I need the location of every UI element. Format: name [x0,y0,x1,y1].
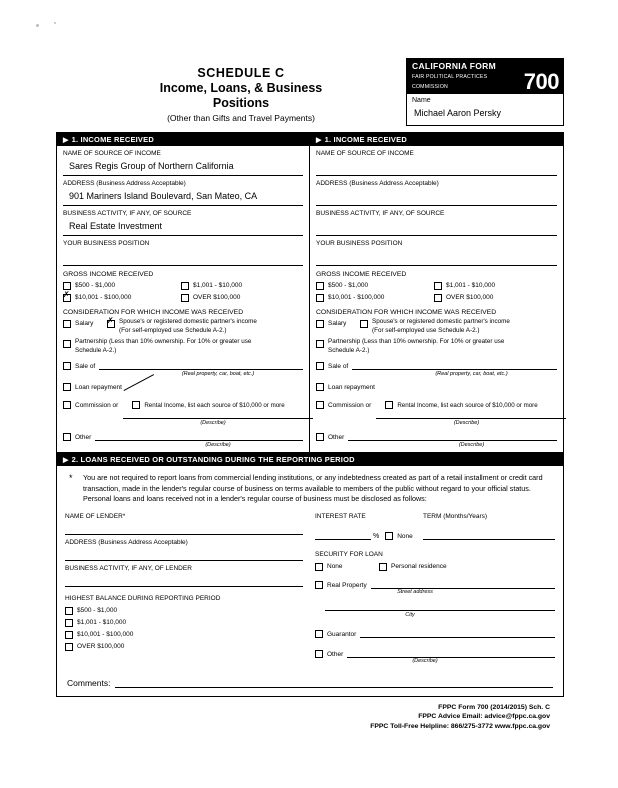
scan-speck [54,22,56,24]
security-options-row [315,561,555,572]
balance-option-500-1000[interactable] [65,605,117,616]
comments-label: Comments: [67,677,111,688]
loan-columns [57,509,563,668]
partnership-line2: Schedule A-2.) [328,346,370,354]
balance-option-1001-10000[interactable] [65,617,126,628]
business-activity-value-left: Real Estate Investment [69,221,163,231]
income-columns [57,133,563,452]
fppc-agency-label: FAIR POLITICAL PRACTICES COMMISSION [412,74,488,90]
consideration-commission-rental-right[interactable] [316,399,557,409]
section-2-bar [57,453,563,466]
consideration-spouse-line2: (For self-employed use Schedule A-2.) [119,326,227,334]
interest-rate-entry [315,530,423,540]
consideration-salary-label: Salary [328,320,347,327]
interest-rate-block [315,513,423,540]
form-title-block [56,58,406,125]
consideration-spouse-right[interactable] [360,318,510,335]
consideration-partnership-right[interactable] [316,338,557,355]
california-form-labels [412,61,524,92]
gross-row-1-right [316,280,557,291]
checkbox-icon[interactable] [360,320,368,328]
security-other-input[interactable] [347,648,555,658]
schedule-title: SCHEDULE C [197,66,285,80]
gross-option-10001-100000-left[interactable] [63,292,181,303]
address-label-right: ADDRESS (Business Address Acceptable) [316,180,439,187]
schedule-subtitle-1: Income, Loans, & Business [159,81,323,95]
checkbox-icon[interactable] [63,294,71,302]
loan-disclosure-note [57,466,563,509]
section-2-label: 2. LOANS RECEIVED OR OUTSTANDING DURING THE REPORTING PERIOD [71,455,355,464]
checkbox-icon[interactable] [63,320,71,328]
guarantor-label: Guarantor [327,630,357,638]
gross-option-500-1000-left[interactable] [63,280,181,291]
checkbox-icon[interactable] [434,294,442,302]
form-body [56,58,564,731]
gross-option-label: $1,001 - $10,000 [193,282,243,289]
term-label: TERM (Months/Years) [423,512,488,520]
term-input[interactable] [423,530,555,540]
lender-activity-label: BUSINESS ACTIVITY, IF ANY, OF LENDER [65,564,192,572]
gross-option-label: OVER $100,000 [193,294,241,301]
gross-option-label: $500 - $1,000 [75,282,116,289]
gross-option-1001-10000-left[interactable] [181,280,242,291]
consideration-partnership-label [328,338,504,355]
consideration-spouse-line1: Spouse's or registered domestic partner's income [372,318,510,325]
city-caption: City [405,611,415,618]
interest-none-label: None [397,532,413,540]
gross-income-label-left: GROSS INCOME RECEIVED [63,271,154,278]
gross-option-label: $10,001 - $100,000 [328,294,385,301]
consideration-spouse-line2: (For self-employed use Schedule A-2.) [372,326,480,334]
income-entry-left [57,133,310,452]
checkbox-icon[interactable] [63,433,71,441]
real-property-city-input[interactable] [325,601,555,611]
checkbox-icon[interactable] [379,563,387,571]
california-form-box [406,58,564,126]
scan-speck [36,24,39,27]
security-other-option[interactable] [315,648,555,658]
consideration-other-left[interactable] [63,430,303,441]
commission-label: Commission or [328,402,372,409]
consideration-row-1-left [63,318,303,335]
arrow-icon: ▶ [316,137,322,144]
comments-row[interactable] [57,668,563,688]
gross-option-label: $10,001 - $100,000 [75,294,132,301]
interest-term-row [315,509,555,540]
schedule-note: (Other than Gifts and Travel Payments) [167,113,315,123]
rental-income-label: Rental Income, list each source of $10,000 or more [144,402,285,409]
guarantor-input[interactable] [360,628,555,638]
checkbox-icon[interactable] [316,383,324,391]
balance-option-over-100000[interactable] [65,641,124,652]
lender-activity-field[interactable] [65,561,303,587]
lender-address-label: ADDRESS (Business Address Acceptable) [65,538,188,546]
address-field-right[interactable] [316,176,557,206]
loan-right-column [315,509,555,664]
consideration-salary-right[interactable] [316,318,360,335]
other-input[interactable] [95,430,303,441]
business-position-value-left [63,248,303,264]
source-of-income-value-left: Sares Regis Group of Northern California [69,161,234,171]
consideration-other-right[interactable] [316,430,557,441]
california-form-label: CALIFORNIA FORM [412,61,496,71]
business-activity-field-left[interactable] [63,206,303,236]
loan-note-text: You are not required to report loans from commercial lending institutions, or any indebtedness created as part of a retail installment or credit card transaction, made in the lender's regular course of business on terms available to members of the public without regard to your official status. Personal loans and loans received not in a lender's regular course of business must be disclosed as follows: [83,473,543,503]
describe-caption-left-1 [63,417,303,426]
balance-option-row-3 [65,629,303,640]
highest-balance-label: HIGHEST BALANCE DURING REPORTING PERIOD [65,594,221,602]
other-input[interactable] [348,430,557,441]
gross-option-label: $500 - $1,000 [328,282,369,289]
gross-option-over-100000-right[interactable] [434,292,493,303]
real-property-street-input[interactable] [371,579,555,589]
balance-option-label: $1,001 - $10,000 [77,618,127,626]
checkbox-icon[interactable] [181,282,189,290]
checkbox-icon[interactable] [63,340,71,348]
security-describe-caption: (Describe) [412,657,438,664]
balance-option-10001-100000[interactable] [65,629,133,640]
balance-option-row-4 [65,641,303,652]
form-footer [56,697,564,732]
consideration-row-1-right [316,318,557,335]
checkbox-icon[interactable] [181,294,189,302]
business-position-label-right: YOUR BUSINESS POSITION [316,240,403,247]
checkbox-icon[interactable] [316,362,324,370]
other-label: Other [75,434,92,441]
business-activity-value-right [316,218,557,234]
checkbox-icon[interactable] [63,383,71,391]
checkbox-icon[interactable] [63,401,71,409]
gross-row-2-right [316,292,557,303]
consideration-partnership-label [75,338,251,355]
footer-line-1: FPPC Form 700 (2014/2015) Sch. C [438,703,550,711]
checkbox-icon[interactable] [63,282,71,290]
checkbox-icon[interactable] [65,619,73,627]
security-for-loan-label: SECURITY FOR LOAN [315,550,383,558]
sale-of-label: Sale of [75,363,96,370]
checkbox-icon[interactable] [385,401,393,409]
checkbox-icon[interactable] [63,362,71,370]
checkbox-icon[interactable] [315,581,323,589]
consideration-label-left: CONSIDERATION FOR WHICH INCOME WAS RECEIVED [63,309,244,316]
source-of-income-field-right[interactable] [316,146,557,176]
sale-caption-left: (Real property, car, boat, etc.) [181,371,255,377]
partnership-line1: Partnership (Less than 10% ownership. For 10% or greater use [75,338,252,345]
sale-of-label: Sale of [328,363,349,370]
business-position-value-right [316,248,557,264]
california-form-header [407,59,563,94]
consideration-sale-right[interactable] [316,359,557,370]
security-real-property-option[interactable] [315,579,555,589]
arrow-icon: ▶ [63,137,69,144]
consideration-salary-label: Salary [75,320,94,327]
business-activity-field-right[interactable] [316,206,557,236]
personal-residence-label: Personal residence [391,562,447,570]
loan-repayment-label: Loan repayment [328,384,375,391]
form-header [56,58,564,126]
partnership-line2: Schedule A-2.) [75,346,117,354]
checkbox-icon[interactable] [316,401,324,409]
checkbox-icon[interactable] [65,631,73,639]
rental-income-label: Rental Income, list each source of $10,000 or more [397,402,538,409]
business-position-field-right[interactable] [316,236,557,266]
income-entry-right [310,133,563,452]
source-of-income-value-right [316,158,557,174]
balance-option-row-1 [65,605,303,616]
describe-caption-text: (Describe) [200,420,226,426]
checkbox-icon[interactable] [316,340,324,348]
consideration-label-right: CONSIDERATION FOR WHICH INCOME WAS RECEIVED [316,309,497,316]
checkbox-icon[interactable] [385,532,393,540]
checkbox-icon[interactable] [65,643,73,651]
section-2-box [56,453,564,697]
percent-symbol: % [373,532,380,540]
source-of-income-label-left: NAME OF SOURCE OF INCOME [63,150,161,157]
real-property-city-row[interactable] [315,601,555,611]
term-block [423,513,555,540]
real-property-label: Real Property [327,581,367,589]
describe-caption-text: (Describe) [453,420,480,426]
checkbox-icon[interactable] [315,650,323,658]
loan-repayment-label: Loan repayment [75,384,122,391]
gross-option-over-100000-left[interactable] [181,292,240,303]
gross-option-label: $1,001 - $10,000 [446,282,496,289]
business-position-label-left: YOUR BUSINESS POSITION [63,240,150,247]
balance-option-row-2 [65,617,303,628]
business-position-field-left[interactable] [63,236,303,266]
checkbox-icon[interactable] [316,294,324,302]
schedule-subtitle-2: Positions [212,96,270,110]
section-1-box [56,132,564,453]
describe-caption-right-2: (Describe) [458,442,485,448]
consideration-loan-repayment-left[interactable] [63,381,303,391]
footer-line-3: FPPC Toll-Free Helpline: 866/275-3772 www.fppc.ca.gov [370,722,550,730]
sale-of-input[interactable] [99,359,303,370]
sale-of-input[interactable] [352,359,557,370]
consideration-salary-left[interactable] [63,318,107,335]
consideration-sale-left[interactable] [63,359,303,370]
name-label: Name [412,97,431,104]
consideration-spouse-left[interactable] [107,318,257,335]
business-activity-label-right: BUSINESS ACTIVITY, IF ANY, OF SOURCE [316,210,445,217]
checkbox-icon[interactable] [316,433,324,441]
section-1-bar-right [310,133,563,146]
sale-caption-right: (Real property, car, boat, etc.) [435,371,508,377]
checkbox-icon[interactable] [316,282,324,290]
security-none-option[interactable] [315,561,379,572]
consideration-commission-rental-left[interactable] [63,399,303,409]
checkbox-icon[interactable] [107,320,115,328]
arrow-icon: ▶ [63,457,69,464]
filer-name-value: Michael Aaron Persky [414,108,502,118]
checkbox-icon[interactable] [315,563,323,571]
security-none-label: None [327,562,343,570]
loan-left-column [65,509,315,664]
street-address-caption: Street address [397,588,433,595]
address-value-right [316,188,557,204]
security-other-label: Other [327,650,344,658]
business-activity-label-left: BUSINESS ACTIVITY, IF ANY, OF SOURCE [63,210,192,217]
describe-caption-left-2: (Describe) [205,442,231,448]
interest-rate-label: INTEREST RATE [315,512,366,520]
checkbox-icon[interactable] [434,282,442,290]
section-1-label-left: 1. INCOME RECEIVED [71,135,154,144]
security-guarantor-option[interactable] [315,628,555,638]
other-label: Other [328,434,345,441]
source-of-income-field-left[interactable] [63,146,303,176]
gross-option-500-1000-right[interactable] [316,280,434,291]
gross-row-1-left [63,280,303,291]
lender-name-field[interactable] [65,509,303,535]
consideration-partnership-left[interactable] [63,338,303,355]
lender-name-label: NAME OF LENDER* [65,512,126,520]
balance-option-label: $10,001 - $100,000 [77,630,134,638]
consideration-spouse-label [119,318,257,335]
gross-option-10001-100000-right[interactable] [316,292,434,303]
address-field-left[interactable] [63,176,303,206]
address-label-left: ADDRESS (Business Address Acceptable) [63,180,186,187]
describe-caption-right-1 [316,417,557,426]
checkbox-icon[interactable] [65,607,73,615]
checkbox-icon[interactable] [315,630,323,638]
gross-option-1001-10000-right[interactable] [434,280,495,291]
interest-rate-input[interactable] [315,530,371,540]
comments-input[interactable] [115,676,553,688]
partnership-line1: Partnership (Less than 10% ownership. For 10% or greater use [328,338,505,345]
consideration-loan-repayment-right[interactable] [316,381,557,391]
section-1-label-right: 1. INCOME RECEIVED [324,135,407,144]
form-number: 700 [523,69,559,94]
footer-line-2: FPPC Advice Email: advice@fppc.ca.gov [418,713,550,720]
balance-option-label: OVER $100,000 [77,642,125,650]
gross-option-label: OVER $100,000 [446,294,494,301]
commission-label: Commission or [75,402,119,409]
gross-row-2-left [63,292,303,303]
consideration-spouse-label [372,318,510,335]
consideration-spouse-line1: Spouse's or registered domestic partner's income [119,318,257,325]
checkbox-icon[interactable] [132,401,140,409]
security-personal-residence-option[interactable] [379,561,447,572]
section-1-bar-left [57,133,309,146]
checkbox-icon[interactable] [316,320,324,328]
address-value-left: 901 Mariners Island Boulevard, San Mateo, CA [69,191,258,201]
gross-income-label-right: GROSS INCOME RECEIVED [316,271,407,278]
asterisk-icon: * [69,473,73,483]
balance-option-label: $500 - $1,000 [77,606,118,614]
source-of-income-label-right: NAME OF SOURCE OF INCOME [316,150,414,157]
lender-address-field[interactable] [65,535,303,561]
